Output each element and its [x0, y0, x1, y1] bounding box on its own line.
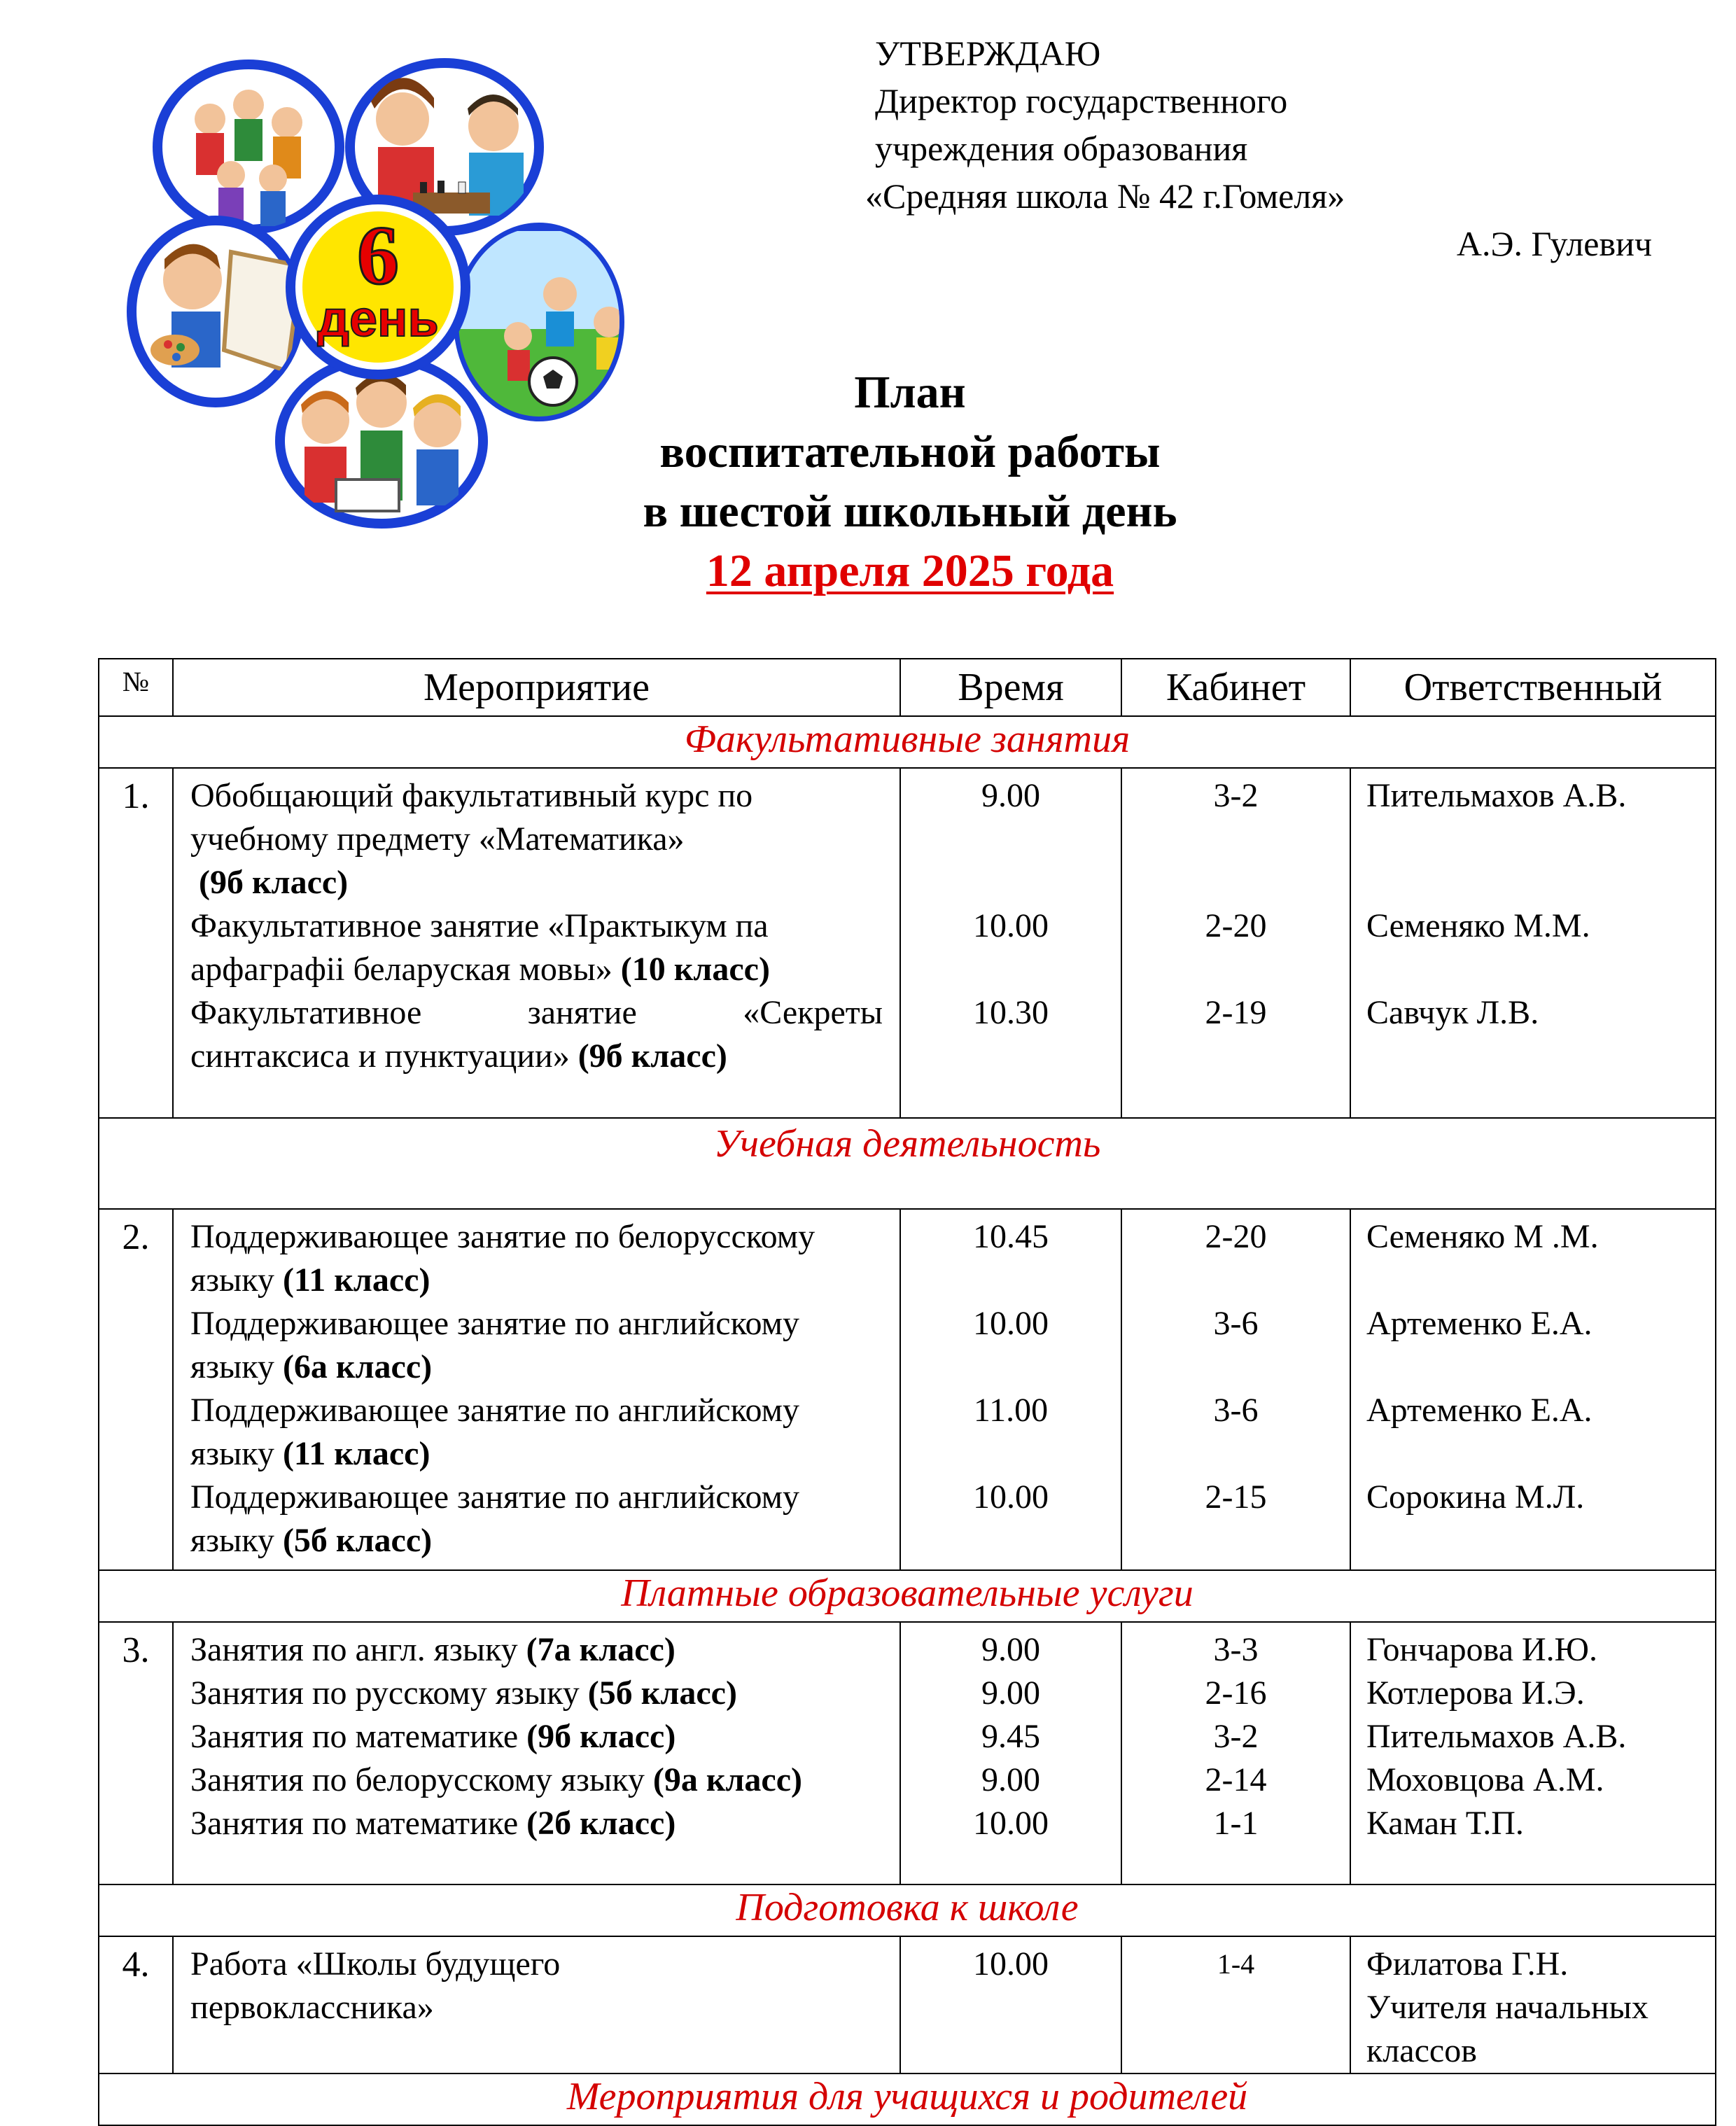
approval-heading: УТВЕРЖДАЮ	[875, 34, 1101, 73]
schedule-table	[98, 658, 1716, 2126]
header-room: Кабинет	[1121, 659, 1350, 716]
row-times: 9.00 9.00 9.45 9.00 10.00	[900, 1622, 1121, 1884]
section-title: Факультативные занятия	[99, 716, 1716, 768]
approval-institution: учреждения образования	[875, 129, 1248, 168]
event-item: синтаксиса и пунктуации» (9б класс)	[190, 1037, 727, 1075]
header-time: Время	[900, 659, 1121, 716]
event-item: Занятия по англ. языку (7а класс)	[190, 1631, 676, 1668]
event-item: Занятия по математике (9б класс)	[190, 1718, 676, 1755]
event-item: Поддерживающее занятие по английскому языку (11 класс)	[190, 1392, 799, 1472]
title-line-3: в шестой школьный день	[643, 486, 1177, 537]
table-row	[99, 1936, 1716, 2073]
event-item: Обобщающий факультативный курс по учебному предмету «Математика» (9б класс)	[190, 777, 753, 901]
row-events	[173, 768, 900, 1118]
section-title: Платные образовательные услуги	[99, 1570, 1716, 1622]
event-item: Занятия по белорусскому языку (9а класс)	[190, 1761, 803, 1798]
row-rooms: 1-4	[1121, 1936, 1350, 2073]
section-title: Учебная деятельность	[99, 1118, 1716, 1209]
row-times: 9.00 10.00 10.30	[900, 768, 1121, 1118]
approval-block	[865, 29, 1680, 267]
petal-young-artist	[132, 221, 301, 403]
title-line-2: воспитательной работы	[659, 426, 1161, 477]
section-row	[99, 716, 1716, 768]
petal-singing-children	[280, 358, 483, 524]
row-number: 2.	[99, 1209, 173, 1570]
row-responsible: Пительмахов А.В. Семеняко М.М. Савчук Л.В.	[1350, 768, 1716, 1118]
row-rooms: 2-20 3-6 3-6 2-15	[1121, 1209, 1350, 1570]
table-row	[99, 1622, 1716, 1884]
header-responsible: Ответственный	[1350, 659, 1716, 716]
section-row	[99, 1570, 1716, 1622]
header-event: Мероприятие	[173, 659, 900, 716]
row-events	[173, 1936, 900, 2073]
table-row	[99, 1209, 1716, 1570]
approval-position: Директор государственного	[875, 81, 1288, 120]
event-item: Поддерживающее занятие по английскому языку (6а класс)	[190, 1305, 799, 1385]
approval-school-name: «Средняя школа № 42 г.Гомеля»	[865, 176, 1345, 216]
row-number: 1.	[99, 768, 173, 1118]
row-events	[173, 1622, 900, 1884]
table-header-row	[99, 659, 1716, 716]
table-row	[99, 768, 1716, 1118]
header-num: №	[99, 659, 173, 716]
row-events	[173, 1209, 900, 1570]
event-item-line: Факультативное занятие «Секреты	[190, 994, 883, 1031]
row-rooms: 3-2 2-20 2-19	[1121, 768, 1350, 1118]
event-item: Работа «Школы будущего первоклассника»	[190, 1945, 561, 2026]
row-number: 4.	[99, 1936, 173, 2073]
row-responsible: Семеняко М .М. Артеменко Е.А. Артеменко Е.А. Сорокина М.Л.	[1350, 1209, 1716, 1570]
badge-number: 6	[357, 209, 399, 302]
event-item: Поддерживающее занятие по белорусскому языку (11 класс)	[190, 1218, 816, 1299]
badge-word: день	[317, 291, 439, 347]
event-item: Факультативное занятие «Практыкум па арфаграфіі беларуская мовы» (10 класс)	[190, 907, 770, 988]
row-times: 10.45 10.00 11.00 10.00	[900, 1209, 1121, 1570]
event-item: Занятия по русскому языку (5б класс)	[190, 1674, 737, 1712]
title-date: 12 апреля 2025 года	[706, 545, 1114, 596]
petal-dancing-children	[158, 64, 340, 230]
section-title: Подготовка к школе	[99, 1884, 1716, 1936]
row-number: 3.	[99, 1622, 173, 1884]
section-title: Мероприятия для учащихся и родителей	[99, 2073, 1716, 2125]
row-times: 10.00	[900, 1936, 1121, 2073]
title-line-1: План	[854, 367, 966, 418]
row-rooms: 3-3 2-16 3-2 2-14 1-1	[1121, 1622, 1350, 1884]
event-item: Поддерживающее занятие по английскому языку (5б класс)	[190, 1478, 799, 1559]
section-row	[99, 2073, 1716, 2125]
row-responsible: Гончарова И.Ю. Котлерова И.Э. Пительмахов А.В. Моховцова А.М. Каман Т.П.	[1350, 1622, 1716, 1884]
section-row	[99, 1118, 1716, 1209]
row-responsible: Филатова Г.Н. Учителя начальных классов	[1350, 1936, 1716, 2073]
document-title	[490, 363, 1330, 601]
section-row	[99, 1884, 1716, 1936]
approval-signature-name: А.Э. Гулевич	[1456, 224, 1652, 263]
day-badge	[290, 200, 465, 375]
event-item: Занятия по математике (2б класс)	[190, 1805, 676, 1842]
